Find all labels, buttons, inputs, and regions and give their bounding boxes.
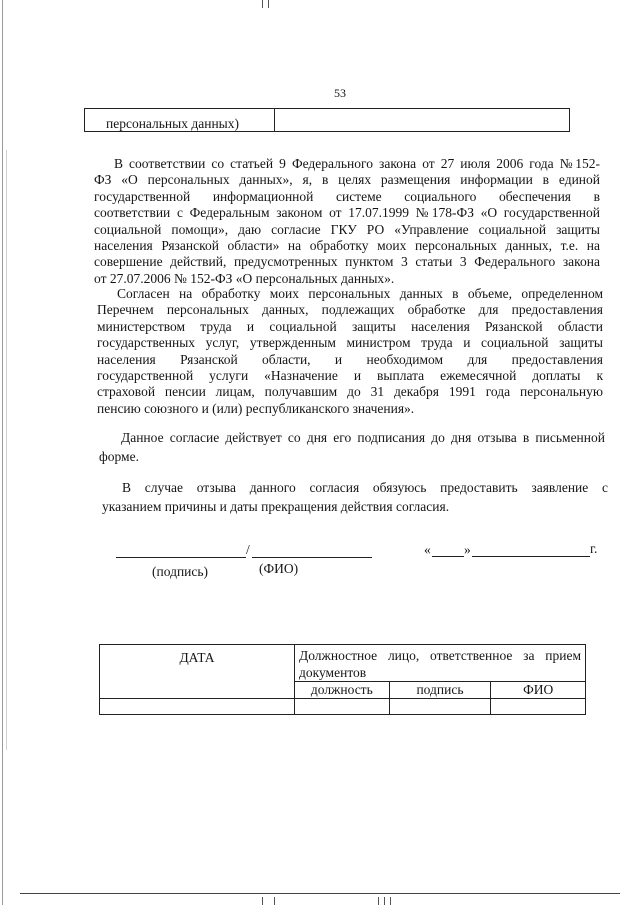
- paragraph-line: населения Рязанской области» на обработку моих персональных данных, т.е. на: [94, 238, 600, 254]
- name-line: [252, 557, 372, 558]
- acceptance-table: [99, 644, 586, 715]
- signature-value-cell: [389, 699, 491, 715]
- scan-mark: [262, 897, 263, 905]
- signature-header-cell: [389, 682, 491, 699]
- paragraph-line: социальной помощи», даю согласие ГКУ РО «Управление социальной защиты: [94, 221, 600, 237]
- official-header-cell: [295, 645, 586, 682]
- date-close-quote: »: [464, 542, 471, 557]
- top-table-cell-text: персональных данных): [106, 116, 239, 131]
- scan-mark: [378, 897, 379, 905]
- date-open-quote: «: [424, 542, 431, 557]
- scan-mark: [274, 897, 275, 905]
- paragraph-line: пенсию союзного и (или) республиканского значения».: [97, 400, 415, 416]
- scan-mark: [390, 897, 391, 905]
- table-row: [100, 645, 586, 682]
- name-header: ФИО: [523, 682, 554, 697]
- top-table-border: [84, 108, 85, 131]
- consent-withdrawal-paragraph: [102, 478, 608, 516]
- paragraph-line: Перечнем персональных данных, подлежащих обработке для предоставления: [97, 302, 603, 318]
- paragraph-line: населения Рязанской области, и необходимом для предоставления: [97, 351, 603, 367]
- scan-edge-left: [2, 0, 3, 905]
- paragraph-line: Данное согласие действует со дня его подписания до дня отзыва в письменной: [121, 430, 605, 445]
- date-header: ДАТА: [179, 650, 215, 665]
- top-table-border: [569, 108, 570, 131]
- name-caption: (ФИО): [259, 561, 299, 576]
- consent-paragraph-2: [97, 286, 603, 417]
- date-day-line: [432, 556, 464, 557]
- position-header-cell: [295, 682, 390, 699]
- paragraph-line: министерством труда и социальной защиты населения Рязанской области: [97, 318, 603, 334]
- top-table-border: [274, 108, 275, 131]
- consent-paragraph-1: [94, 156, 600, 287]
- paragraph-line: В соответствии со статьей 9 Федерального закона от 27 июля 2006 года №152-: [114, 156, 600, 171]
- page-number: 53: [334, 86, 346, 100]
- signature-caption: (подпись): [152, 564, 209, 579]
- table-row: [100, 699, 586, 715]
- year-suffix: г.: [590, 541, 598, 556]
- name-header-cell: [491, 682, 586, 699]
- paragraph-line: указанием причины и даты прекращения действия согласия.: [102, 499, 450, 514]
- paragraph-line: ФЗ «О персональных данных», я, в целях размещения информации в единой: [94, 172, 600, 188]
- date-month-year-line: [472, 556, 590, 557]
- date-header-cell: [100, 645, 295, 699]
- top-table-fragment: [84, 108, 570, 130]
- position-value-cell: [295, 699, 390, 715]
- paragraph-line: государственной информационной системе социального обеспечения в: [94, 188, 600, 204]
- scan-mark: [268, 0, 269, 8]
- paragraph-line: совершение действий, предусмотренных пунктом 3 статьи 3 Федерального закона: [94, 254, 600, 270]
- paragraph-line: Согласен на обработку моих персональных данных в объеме, определенном: [117, 286, 603, 301]
- signature-header: подпись: [416, 682, 464, 697]
- position-header: должность: [310, 682, 373, 697]
- consent-validity-paragraph: [99, 428, 605, 466]
- paragraph-line: государственных услуг, утвержденным министром труда и социальной защиты: [97, 335, 603, 351]
- paragraph-line: от 27.07.2006 № 152-ФЗ «О персональных данных».: [94, 270, 395, 286]
- scan-edge-left-faint: [6, 150, 7, 750]
- scan-mark: [262, 0, 263, 8]
- paragraph-line: страховой пенсии лицам, получавшим до 31 декабря 1991 года персональную: [97, 384, 603, 400]
- signature-line: [116, 557, 246, 558]
- scan-mark: [384, 897, 385, 905]
- official-header: Должностное лицо, ответственное за прием документов: [299, 648, 581, 680]
- paragraph-line: государственной услуги «Назначение и выплата ежемесячной доплаты к: [97, 368, 603, 384]
- paragraph-line: В случае отзыва данного согласия обязуюсь предоставить заявление с: [122, 480, 608, 495]
- signature-slash: /: [246, 542, 250, 557]
- date-value-cell: [100, 699, 295, 715]
- paragraph-line: соответствии с Федеральным законом от 17.07.1999 №178-ФЗ «О государственной: [94, 205, 600, 221]
- scan-edge-bottom: [20, 893, 620, 894]
- paragraph-line: форме.: [99, 449, 139, 464]
- name-value-cell: [491, 699, 586, 715]
